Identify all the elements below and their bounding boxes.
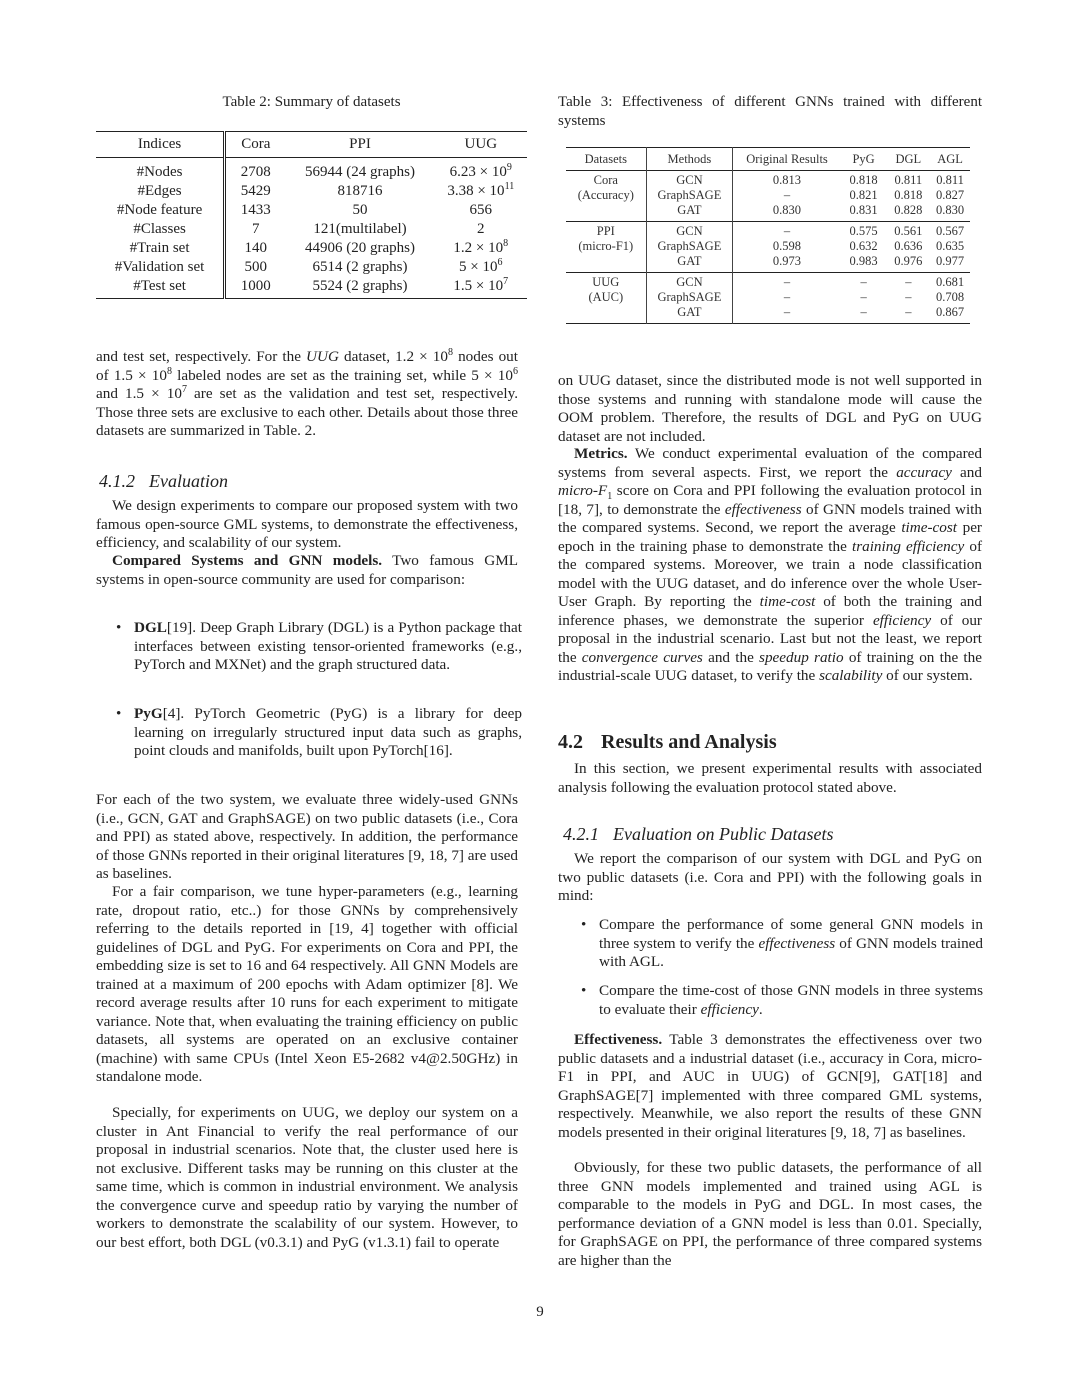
table-cell: – [905,275,912,289]
text-run: of the compared systems. Moreover, we train a node classification model with the UUG dataset, and do inference over the whole User-User Graph. By reporting the [558,537,983,610]
section-number: 4.1.2 [99,471,135,491]
table-cell: 0.821 [849,188,878,202]
cell-value: 50 [352,202,368,218]
table-cell: 0.828 [894,203,923,217]
exponent: 8 [503,238,509,249]
table-header [566,148,970,171]
bullet-icon: • [581,916,587,933]
text-run: For each of the two system, we evaluate three widely-used GNNs (i.e., GCN, GAT and GraphSAGE) on two public datasets (i.e., Cora and PPI) as stated above, respectively. In addition, the performance of those GNNs reported in their original literatures [9, 18, 7] are used as baselines. [96,791,518,882]
cell-value: #Node feature [116,202,203,218]
table-cell: 0.681 [936,275,965,289]
paragraph [558,1031,982,1142]
table-cell [96,239,225,258]
column-header: AGL [937,152,963,166]
text-run: of both the training and inference phases, we demonstrate the superior [558,593,982,629]
emphasis: UUG [306,348,339,365]
cell-value: 5 × 10 [459,259,498,275]
subsection-heading-4-1-2 [99,471,242,492]
text-run: of our proposal in the industrial scenario. Last but not the least, we report the [558,611,982,666]
column-header: Datasets [566,148,646,171]
table-cell: 0.632 [849,239,878,253]
text-run: . [758,1000,763,1018]
cell-value: #Nodes [136,164,183,180]
column-header: Cora [241,136,271,152]
table-cell [285,277,434,299]
superscript: 6 [513,365,518,377]
paragraph [96,883,518,1087]
column-header: Methods [646,148,733,171]
text-run: Specially, for experiments on UUG, we deploy our system on a cluster in Ant Financial to verify the real performance of our proposal in industrial scenarios. Note that, the cluster used here is not exclusive. Different tasks may be running on this cluster at the same time, which is common in industrial environment. We analysis the convergence curve and speedup ratio by varying the number of workers to demonstrate the scalability of our system. However, to our best effort, both DGL (v0.3.1) and PyG (v1.3.1) fail to operate [96,1104,518,1251]
column-header: PyG [852,152,875,166]
text-run: are set as the validation and test set, respectively. Those three sets are exclusive to each other. Details about those three datasets are summarized in Table. 2. [96,385,518,439]
exponent: 6 [497,257,503,268]
table-cell: GraphSAGE [646,290,733,305]
table-cell: 0.973 [772,254,802,268]
table-row [566,171,970,189]
table-cell: – [860,290,867,304]
table-body [96,158,527,299]
emphasis: effectiveness [724,500,802,518]
section-title: Evaluation [149,471,228,491]
text-run: Table 3 demonstrates the effectiveness over two public datasets and a industrial dataset (i.e., accuracy in Cora, micro-F1 in PPI, and AUC in UUG) of GCN[9], GAT[18] and GraphSAGE[7] implemented with three compared GML systems, respectively. Meanwhile, we also report the results of these GNN models presented in their original literatures [9, 18, 7] as baselines. [558,1031,982,1141]
table-cell [96,258,225,277]
text-run: Obviously, for these two public datasets, the performance of all three GNN models implemented and trained using AGL is comparable to the models in PyG and DGL. In most cases, the performance deviation of a GNN model is less than 0.01. Specially, for GraphSAGE on PPI, the performance of three compared systems are higher than the [558,1159,982,1269]
cell-value: 1000 [240,278,271,294]
text-run: For a fair comparison, we tune hyper-parameters (e.g., learning rate, dropout ratio, etc..) for those GNNs by comprehensively referring to the details reported in [19, 4] together with official guidelines of DGL and PyG. For experiments on Cora and PPI, the embedding size is set to 16 and 64 respectively. All GNN Models are trained at a maximum of 200 epochs with Adam optimizer [8]. We record average results after 10 runs for each experiment to mitigate variance. Note that, when evaluating the training efficiency on public datasets, all systems are operated on an exclusive container (machine) with same CPUs (Intel Xeon E5-2682 v4@2.50GHz) in standalone mode. [96,883,518,1085]
paragraph [96,791,518,884]
table-row [96,201,527,220]
table-cell: 0.635 [936,239,965,253]
emphasis: micro-F [558,482,608,499]
table-row [566,188,970,203]
superscript: 8 [447,346,453,358]
table-cell: – [905,305,912,319]
superscript: 7 [181,383,187,395]
cell-value: 5429 [240,183,271,199]
bold-run: Effectiveness. [574,1031,663,1048]
paragraph [558,445,982,686]
bold-run: Metrics. [574,445,628,462]
table-cell: GCN [646,171,733,189]
table-cell: – [783,275,791,289]
emphasis: scalability [819,667,883,684]
dataset-label: (micro-F1) [578,239,634,253]
text-run: In this section, we present experimental results with associated analysis following the evaluation protocol stated above. [558,760,982,796]
page-number: 9 [536,1304,544,1320]
dataset-cell [566,239,646,254]
cell-value: #Test set [133,278,186,294]
cell-value: #Train set [129,240,190,256]
table-cell [435,201,527,220]
dataset-cell [566,203,646,222]
table-cell: 0.830 [936,203,965,217]
text-run: We report the comparison of our system with DGL and PyG on two public datasets (i.e. Cora and PPI) with the following goals in mind: [558,850,982,904]
emphasis: effectiveness [758,934,836,952]
table-cell: 0.708 [936,290,965,304]
column-header: PPI [349,136,371,152]
bullet-text [134,619,522,673]
table-row [96,182,527,201]
table-cell [225,258,286,277]
table-cell: – [783,224,791,238]
table-row [566,290,970,305]
table-row [566,203,970,222]
dataset-group [566,171,970,222]
dataset-group [566,273,970,324]
table2-datasets-summary [96,131,527,299]
section-title: Results and Analysis [601,731,777,753]
table-cell [435,277,527,299]
cell-value: 818716 [337,183,383,199]
emphasis: efficiency [872,611,932,629]
cell-value: 5524 (2 graphs) [312,278,408,294]
text-run: per epoch in the training phase to demonstrate the [558,519,982,555]
table-cell: 0.561 [894,224,923,238]
text-run: of GNN models trained with AGL. [599,934,984,970]
table-cell [225,277,286,299]
table-cell [225,182,286,201]
table-row [96,158,527,183]
table-cell: – [783,290,791,304]
table-cell [96,277,225,299]
text-run: Compare the performance of some general GNN models in three system to verify the [599,916,983,952]
cell-value: 500 [244,259,268,275]
subsection-heading-4-2-1 [563,824,847,845]
dataset-label: UUG [592,275,620,289]
column-header: Indices [96,132,225,158]
table2-caption: Table 2: Summary of datasets [222,94,401,110]
subscript: 1 [607,491,613,503]
paragraph [96,1104,518,1252]
cell-value: 56944 (24 graphs) [305,164,415,180]
text-run: [4]. PyTorch Geometric (PyG) is a library for deep learning on irregularly structured input data such as graphs, point clouds and manifolds, built upon PyTorch[16]. [134,705,522,759]
table-cell: 0.976 [894,254,923,268]
cell-value: #Classes [133,221,186,237]
section-title: Evaluation on Public Datasets [613,824,834,844]
dataset-cell [566,171,646,189]
emphasis: speedup ratio [759,648,844,666]
dataset-cell [566,222,646,240]
bullet-text [599,982,983,1018]
cell-value: #Edges [137,183,182,199]
table-cell: GraphSAGE [646,188,733,203]
cell-value: #Validation set [114,259,205,275]
paragraph [96,348,518,441]
table-cell: – [783,305,791,319]
table-cell: – [860,275,867,289]
table-cell: 0.575 [849,224,878,238]
text-run: and the [702,648,760,666]
text-run: dataset, 1.2 × 10 [338,348,448,365]
table-cell: 0.811 [894,173,923,187]
table-cell [285,158,434,183]
table-cell [285,182,434,201]
paragraph [558,850,982,906]
table-cell [225,220,286,239]
text-run: and test set, respectively. For the [96,348,307,365]
table-row [566,222,970,240]
table-header [96,132,527,158]
table-row [566,239,970,254]
bullet-item [581,916,984,972]
table3-effectiveness [566,147,970,324]
table-cell: GAT [646,203,733,222]
bullet-item [116,619,522,675]
cell-value: 656 [469,202,493,218]
exponent: 11 [504,181,515,192]
bold-run: DGL [134,619,167,636]
cell-value: 121(multilabel) [313,221,407,237]
table-cell: 0.813 [772,173,802,187]
table-row [566,273,970,291]
table-cell: GCN [646,222,733,240]
bold-run: Compared Systems and GNN models. [112,552,383,569]
table-cell: 0.636 [894,239,923,253]
exponent: 9 [506,162,512,173]
bullet-text [134,705,522,759]
table-cell [435,182,527,201]
cell-value: 6.23 × 10 [449,164,507,180]
table-cell [225,158,286,183]
dataset-cell [566,290,646,305]
table-cell: GCN [646,273,733,291]
text-run: score on Cora and PPI following the evaluation protocol in [18, 7], to demonstrate the [558,482,982,518]
column-header: DGL [895,152,922,166]
cell-value: 140 [244,240,268,256]
table-cell: 0.567 [936,224,965,238]
table-cell: – [860,305,867,319]
table-cell [96,182,225,201]
superscript: 8 [166,365,172,377]
table-cell: – [783,188,791,202]
table-cell [435,220,527,239]
table-cell [225,239,286,258]
table-cell: 0.818 [849,173,878,187]
table-row [566,254,970,273]
dataset-cell [566,305,646,324]
header-row [566,148,970,171]
table-cell [285,201,434,220]
table-row [96,239,527,258]
cell-value: 3.38 × 10 [447,183,505,199]
table-cell [96,220,225,239]
table3-caption: Table 3: Effectiveness of different GNNs trained with different systems [558,94,982,129]
emphasis: time-cost [901,519,957,536]
table-row [96,258,527,277]
paragraph [558,760,982,797]
bullet-icon: • [116,705,122,722]
exponent: 7 [503,276,509,287]
table-cell: GAT [646,254,733,273]
cell-value: 1.5 × 10 [453,278,504,294]
dataset-label: PPI [596,224,615,238]
dataset-label: (Accuracy) [577,188,634,202]
table-cell [225,201,286,220]
table-cell: 0.831 [849,203,878,217]
text-run: We design experiments to compare our proposed system with two famous open-source GML systems, to demonstrate the effectiveness, efficiency, and scalability of our system. [96,497,518,551]
text-run: of training on the the industrial-scale UUG dataset, to verify the [558,648,982,684]
table-cell: 0.811 [936,173,964,187]
dataset-cell [566,273,646,291]
text-run: nodes out of 1.5 × 10 [96,348,518,384]
dataset-group [566,222,970,273]
column-header: Original Results [746,152,828,166]
text-run: labeled nodes are set as the training set, while 5 × 10 [171,366,513,384]
table-row [566,305,970,324]
table-cell: 0.830 [772,203,802,217]
text-run: Compare the time-cost of those GNN models in three systems to evaluate their [599,982,983,1018]
table-cell: 0.977 [936,254,965,268]
cell-value: 2708 [240,164,271,180]
table-cell [96,158,225,183]
cell-value: 6514 (2 graphs) [312,259,408,275]
bullet-icon: • [581,982,587,999]
bold-run: PyG [134,705,163,722]
paragraph [96,552,518,589]
bullet-text [599,916,983,970]
cell-value: 1433 [240,202,271,218]
text-run: and 1.5 × 10 [96,385,182,402]
text-run: [19]. Deep Graph Library (DGL) is a Python package that interfaces between existing tensor-oriented frameworks (e.g., PyTorch and MXNet) and the graph structured data. [134,619,522,673]
table-cell [435,239,527,258]
emphasis: training efficiency [851,537,965,555]
text-run: of GNN models trained with the compared systems. Second, we report the average [558,500,982,536]
table-cell [96,201,225,220]
text-run: and [951,463,982,481]
table-cell [285,220,434,239]
table-cell: 0.983 [849,254,878,268]
table-cell [435,158,527,183]
dataset-cell [566,254,646,273]
table-cell: 0.598 [772,239,802,253]
text-run: We conduct experimental evaluation of the compared systems from several aspects. First, we report the [558,445,982,481]
section-number: 4.2.1 [563,824,599,844]
table-cell [285,258,434,277]
table-row [96,220,527,239]
table-cell: 0.827 [936,188,965,202]
emphasis: time-cost [759,593,816,610]
table-cell: 0.867 [936,305,965,319]
table-cell: GraphSAGE [646,239,733,254]
bullet-icon: • [116,619,122,636]
dataset-label: (AUC) [588,290,624,304]
table-cell [435,258,527,277]
emphasis: accuracy [896,463,952,481]
section-number: 4.2 [558,731,583,753]
cell-value: 7 [252,221,260,237]
table-cell: GAT [646,305,733,324]
dataset-label: Cora [593,173,618,187]
emphasis: convergence curves [581,648,703,666]
paragraph [558,372,982,446]
text-run: on UUG dataset, since the distributed mode is not well supported in those systems and running with standalone mode will cause the OOM problem. Therefore, the results of DGL and PyG on UUG dataset are not included. [558,372,982,445]
table-row [96,277,527,299]
bullet-item [116,705,522,761]
header-row [96,132,527,158]
text-run: Two famous GML systems in open-source community are used for comparison: [96,552,518,588]
bullet-item [581,982,983,1019]
paragraph [558,1159,982,1270]
dataset-cell [566,188,646,203]
cell-value: 2 [477,221,485,237]
text-run: of our system. [882,667,973,684]
table-cell: 0.818 [894,188,923,202]
table-cell [285,239,434,258]
cell-value: 1.2 × 10 [453,240,504,256]
emphasis: efficiency [700,1000,759,1018]
cell-value: 44906 (20 graphs) [305,240,415,256]
column-header: UUG [464,136,498,152]
table-cell: – [905,290,912,304]
paragraph [96,497,518,553]
section-heading-4-2 [558,731,795,754]
